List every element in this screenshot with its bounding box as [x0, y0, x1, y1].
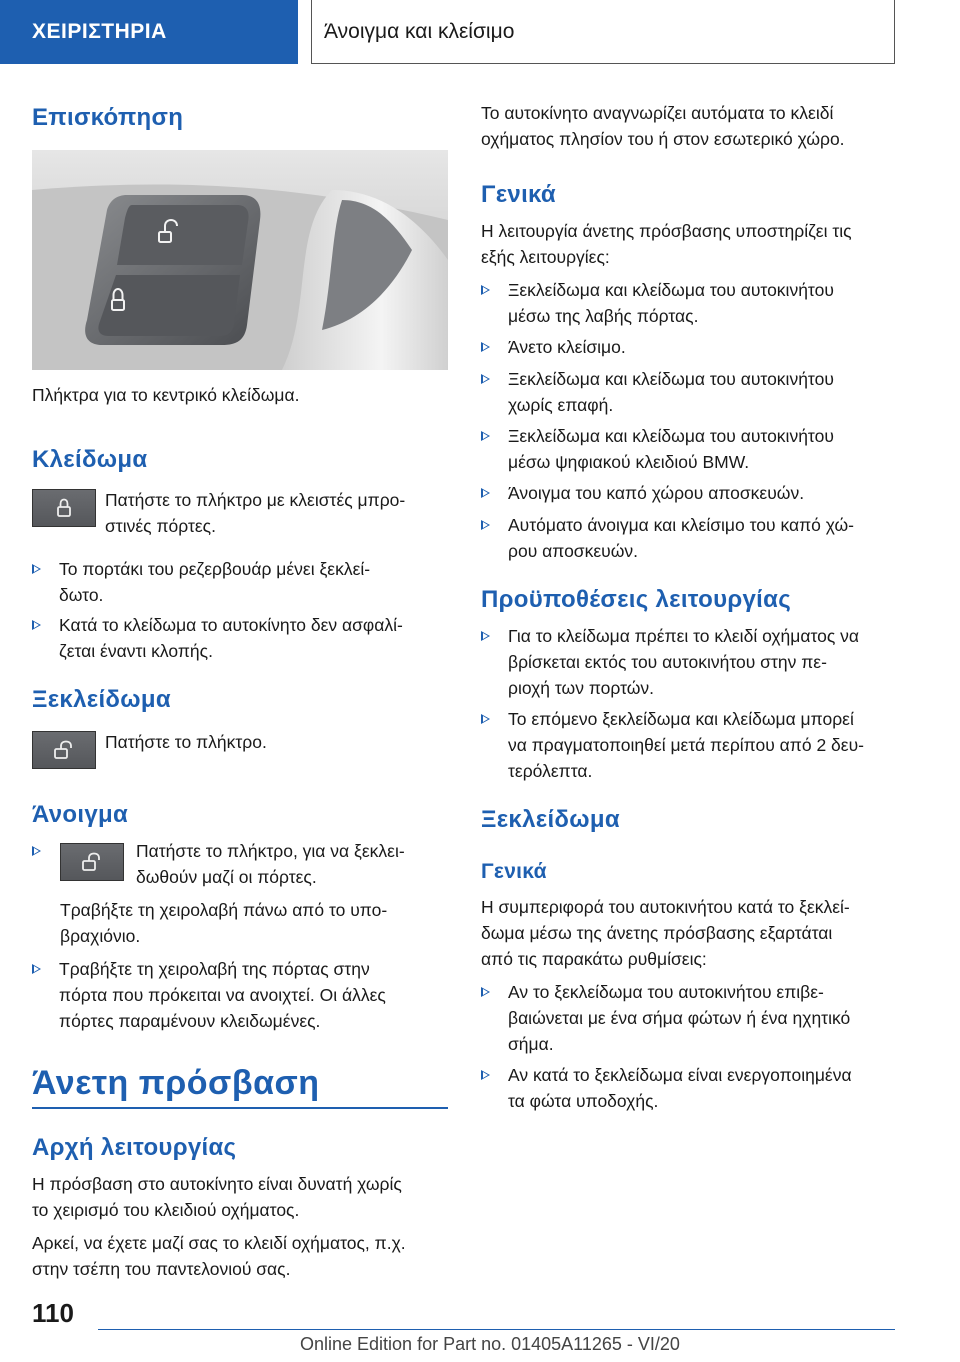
feature-bullet-3: Ξεκλείδωμα και κλείδωμα του αυτοκινήτου χωρίς επαφή. [481, 366, 896, 418]
bullet-triangle-icon [32, 564, 41, 574]
edition-text: Online Edition for Part no. 01405A11265 - VI/20 [300, 1334, 680, 1354]
open-step-1-line-1: Πατήστε το πλήκτρο, για να ξεκλει- [136, 841, 405, 861]
intro-line-2: οχήματος πλησίον του ή στον εσωτερικό χώρο. [481, 129, 845, 149]
feature-bullet-4: Ξεκλείδωμα και κλείδωμα του αυτοκινήτου μέσω ψηφιακού κλειδιού BMW. [481, 423, 896, 475]
lock-bullet-1: Το πορτάκι του ρεζερβουάρ μένει ξεκλεί- δωτο. [32, 556, 448, 608]
unlocking-bullet-2: Αν κατά το ξεκλείδωμα είναι ενεργοποιημένα τα φώτα υποδοχής. [481, 1062, 896, 1114]
prerequisites-heading: Προϋποθέσεις λειτουργίας [481, 586, 791, 613]
lock-heading: Κλείδωμα [32, 446, 148, 473]
lock-bullet-2: Κατά το κλείδωμα το αυτοκίνητο δεν ασφαλί- ζεται έναντι κλοπής. [32, 612, 448, 664]
bullet-triangle-icon [481, 520, 490, 530]
unlock-heading: Ξεκλείδωμα [32, 686, 171, 713]
open-step-2: Τραβήξτε τη χειρολαβή της πόρτας στην πόρτα που πρόκειται να ανοιχτεί. Οι άλλες πόρτες παραμένουν κλειδωμένες. [32, 956, 448, 1034]
prereq-bullet-2: Το επόμενο ξεκλείδωμα και κλείδωμα μπορεί να πραγματοποιηθεί μετά περίπου από 2 δευ- τερόλεπτα. [481, 706, 896, 784]
section-title: ΧΕΙΡΙΣΤΗΡΙΑ [32, 20, 167, 43]
bullet-triangle-icon [32, 964, 41, 974]
intro-line-1: Το αυτοκίνητο αναγνωρίζει αυτόματα το κλειδί [481, 103, 834, 123]
unlocking-general-subheading: Γενικά [481, 860, 547, 883]
unlock-instruction: Πατήστε το πλήκτρο. [105, 732, 267, 752]
general-p-line-1: Η λειτουργία άνετης πρόσβασης υποστηρίζει τις [481, 221, 852, 241]
unlocking-heading: Ξεκλείδωμα [481, 806, 620, 833]
bullet-triangle-icon [481, 631, 490, 641]
bullet-triangle-icon [32, 846, 41, 856]
principle-heading: Αρχή λειτουργίας [32, 1134, 237, 1161]
principle-p2-line-2: στην τσέπη του παντελονιού σας. [32, 1259, 291, 1279]
principle-p2-line-1: Αρκεί, να έχετε μαζί σας το κλειδί οχήματος, π.χ. [32, 1233, 406, 1253]
unlocking-p-line-3: από τις παρακάτω ρυθμίσεις: [481, 949, 707, 969]
bullet-triangle-icon [481, 342, 490, 352]
lock-button-icon [32, 489, 96, 527]
open-step-1-line-2: δωθούν μαζί οι πόρτες. [136, 867, 317, 887]
door-panel-illustration [32, 150, 448, 370]
open-heading: Άνοιγμα [32, 801, 129, 828]
bullet-triangle-icon [481, 374, 490, 384]
heading-rule [32, 1107, 448, 1109]
general-p-line-2: εξής λειτουργίες: [481, 247, 610, 267]
chapter-title: Άνοιγμα και κλείσιμο [324, 19, 515, 43]
footer-rule [98, 1329, 895, 1330]
overview-heading: Επισκόπηση [32, 104, 184, 131]
open-step-1-sub-1: Τραβήξτε τη χειρολαβή πάνω από το υπο- [60, 900, 388, 920]
principle-p1-line-1: Η πρόσβαση στο αυτοκίνητο είναι δυνατή χωρίς [32, 1174, 402, 1194]
bullet-triangle-icon [481, 714, 490, 724]
general-heading: Γενικά [481, 181, 556, 208]
unlocking-bullet-1: Αν το ξεκλείδωμα του αυτοκινήτου επιβε- βαιώνεται με ένα σήμα φώτων ή ένα ηχητικό σήμα. [481, 979, 896, 1057]
section-tab [0, 0, 298, 64]
feature-bullet-1: Ξεκλείδωμα και κλείδωμα του αυτοκινήτου μέσω της λαβής πόρτας. [481, 277, 896, 329]
feature-bullet-2: Άνετο κλείσιμο. [481, 334, 896, 360]
chapter-tab [311, 0, 895, 64]
open-step-1-sub-2: βραχιόνιο. [60, 926, 141, 946]
lock-instruction-1: Πατήστε το πλήκτρο με κλειστές μπρο- [105, 490, 406, 510]
comfort-access-heading: Άνετη πρόσβαση [32, 1064, 320, 1102]
principle-p1-line-2: το χειρισμό του κλειδιού οχήματος. [32, 1200, 300, 1220]
unlocking-p-line-1: Η συμπεριφορά του αυτοκινήτου κατά το ξεκλεί- [481, 897, 850, 917]
bullet-triangle-icon [481, 285, 490, 295]
bullet-triangle-icon [481, 431, 490, 441]
door-buttons-photo [32, 150, 448, 370]
unlock-button-icon [32, 731, 96, 769]
bullet-triangle-icon [481, 1070, 490, 1080]
feature-bullet-5: Άνοιγμα του καπό χώρου αποσκευών. [481, 480, 896, 506]
unlocking-p-line-2: δωμα μέσω της άνετης πρόσβασης εξαρτάται [481, 923, 833, 943]
bullet-triangle-icon [481, 987, 490, 997]
photo-caption: Πλήκτρα για το κεντρικό κλείδωμα. [32, 385, 300, 405]
feature-bullet-6: Αυτόματο άνοιγμα και κλείσιμο του καπό χώ- ρου αποσκευών. [481, 512, 896, 564]
bullet-triangle-icon [32, 620, 41, 630]
prereq-bullet-1: Για το κλείδωμα πρέπει το κλειδί οχήματος να βρίσκεται εκτός του αυτοκινήτου στην πε- ριοχή των πορτών. [481, 623, 896, 701]
unlock-button-icon [60, 843, 124, 881]
bullet-triangle-icon [481, 488, 490, 498]
lock-instruction-2: στινές πόρτες. [105, 516, 216, 536]
page-number: 110 [32, 1298, 74, 1328]
